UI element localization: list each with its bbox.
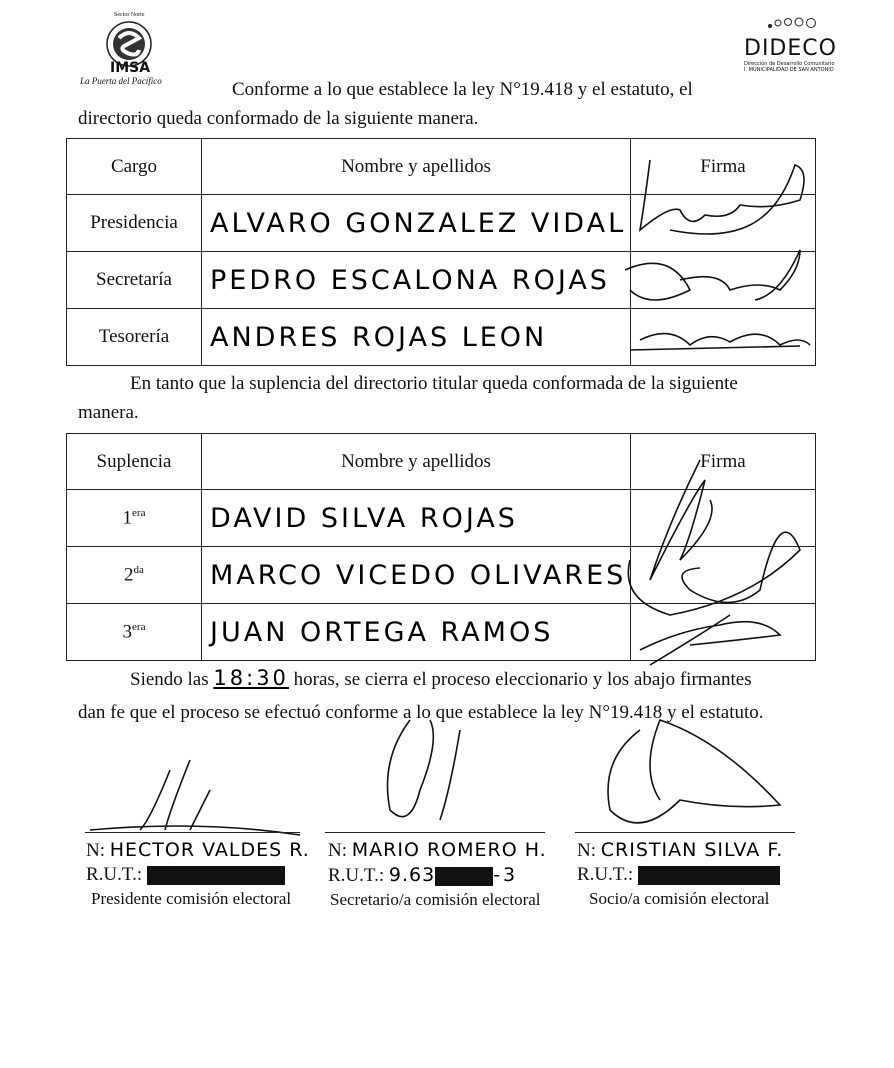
signature-secretario-comision: [388, 720, 461, 820]
signature-tesoreria: [630, 334, 810, 350]
header-nombre: Nombre y apellidos: [202, 139, 631, 195]
imsa-logo: [80, 12, 176, 92]
closing-time: 18:30: [213, 666, 289, 690]
dideco-name: DIDECO: [744, 36, 837, 61]
n-label: N:: [328, 840, 347, 861]
signatory-role: Secretario/a comisión electoral: [330, 890, 541, 909]
suplencia-number: 1: [122, 507, 133, 529]
closing-line-2: dan fe que el proceso se efectuó conforme a lo que establece la ley N°19.418 y el estatuto.: [78, 702, 764, 723]
dideco-subtitle-1: Dirección de Desarrollo Comunitario: [744, 61, 835, 67]
closing-prefix: Siendo las: [130, 669, 209, 690]
n-label: N:: [577, 840, 596, 861]
header-suplencia: Suplencia: [67, 434, 202, 490]
signatory-role: Presidente comisión electoral: [91, 889, 292, 908]
handwritten-name: PEDRO ESCALONA ROJAS: [210, 264, 610, 296]
signatory-name: HECTOR VALDES R.: [109, 839, 310, 861]
n-label: N:: [86, 840, 105, 861]
suplencia-ordinal: era: [132, 620, 146, 633]
signature-suplente-3: [640, 615, 780, 665]
header-firma: Firma: [631, 139, 816, 195]
signatory-role: Socio/a comisión electoral: [589, 889, 770, 908]
header-nombre: Nombre y apellidos: [202, 434, 631, 490]
rut-redacted: [638, 866, 780, 885]
dideco-subtitle-2: I. MUNICIPALIDAD DE SAN ANTONIO: [744, 67, 834, 73]
commission-signatures: [80, 700, 820, 850]
cargo-cell: Secretaría: [67, 252, 202, 309]
handwritten-name: MARCO VICEDO OLIVARES: [210, 559, 627, 591]
handwritten-name: ALVARO GONZALEZ VIDAL: [210, 207, 627, 239]
signatory-secretario: [328, 838, 568, 912]
imsa-name: IMSA: [110, 60, 151, 76]
signature-line: [325, 832, 545, 833]
intro-line-2: directorio queda conformado de la siguiente manera.: [78, 108, 479, 129]
header-cargo: Cargo: [67, 139, 202, 195]
suplencia-number: 3: [122, 621, 133, 643]
signature-presidente-comision: [90, 760, 300, 835]
table2-signatures: [610, 440, 820, 670]
closing-suffix: horas, se cierra el proceso eleccionario y los abajo firmantes: [293, 669, 752, 690]
rut-visible: 9.63: [388, 864, 436, 886]
dideco-dots-icon: [764, 16, 824, 32]
suplencia-ordinal: da: [133, 563, 144, 576]
signatory-presidente: [86, 838, 316, 911]
signature-line: [85, 832, 300, 833]
closing-line-1: [130, 666, 752, 692]
signature-suplente-1: [650, 460, 712, 580]
signatory-name: MARIO ROMERO H.: [351, 839, 547, 861]
middle-line-1: En tanto que la suplencia del directorio titular queda conformada de la siguiente: [130, 373, 738, 394]
signatory-name: CRISTIAN SILVA F.: [600, 839, 784, 861]
signature-secretaria: [625, 250, 800, 300]
header-firma: Firma: [631, 434, 816, 490]
rut-redacted: [435, 867, 493, 886]
handwritten-name: JUAN ORTEGA RAMOS: [210, 616, 554, 648]
rut-label: R.U.T.:: [577, 864, 634, 885]
imsa-motto: La Puerta del Pacífico: [80, 76, 162, 86]
cargo-cell: Tesorería: [67, 309, 202, 366]
middle-line-2: manera.: [78, 402, 139, 423]
signatory-socio: [577, 838, 817, 911]
signature-presidencia: [640, 160, 804, 234]
table1-signatures: [610, 150, 820, 365]
rut-suffix: -3: [493, 864, 519, 886]
signature-socio-comision: [608, 720, 780, 823]
handwritten-name: DAVID SILVA ROJAS: [210, 502, 518, 534]
suplencia-ordinal: era: [132, 506, 146, 519]
suplencia-number: 2: [124, 564, 134, 586]
rut-label: R.U.T.:: [86, 864, 143, 885]
intro-line-1: Conforme a lo que establece la ley N°19.418 y el estatuto, el: [232, 79, 693, 100]
cargo-cell: Presidencia: [67, 195, 202, 252]
rut-label: R.U.T.:: [328, 865, 385, 886]
imsa-arc-text: Sector Norte: [114, 12, 145, 18]
signature-line: [575, 832, 795, 833]
handwritten-name: ANDRES ROJAS LEON: [210, 321, 548, 353]
dideco-logo: [742, 16, 842, 76]
rut-redacted: [147, 866, 285, 885]
